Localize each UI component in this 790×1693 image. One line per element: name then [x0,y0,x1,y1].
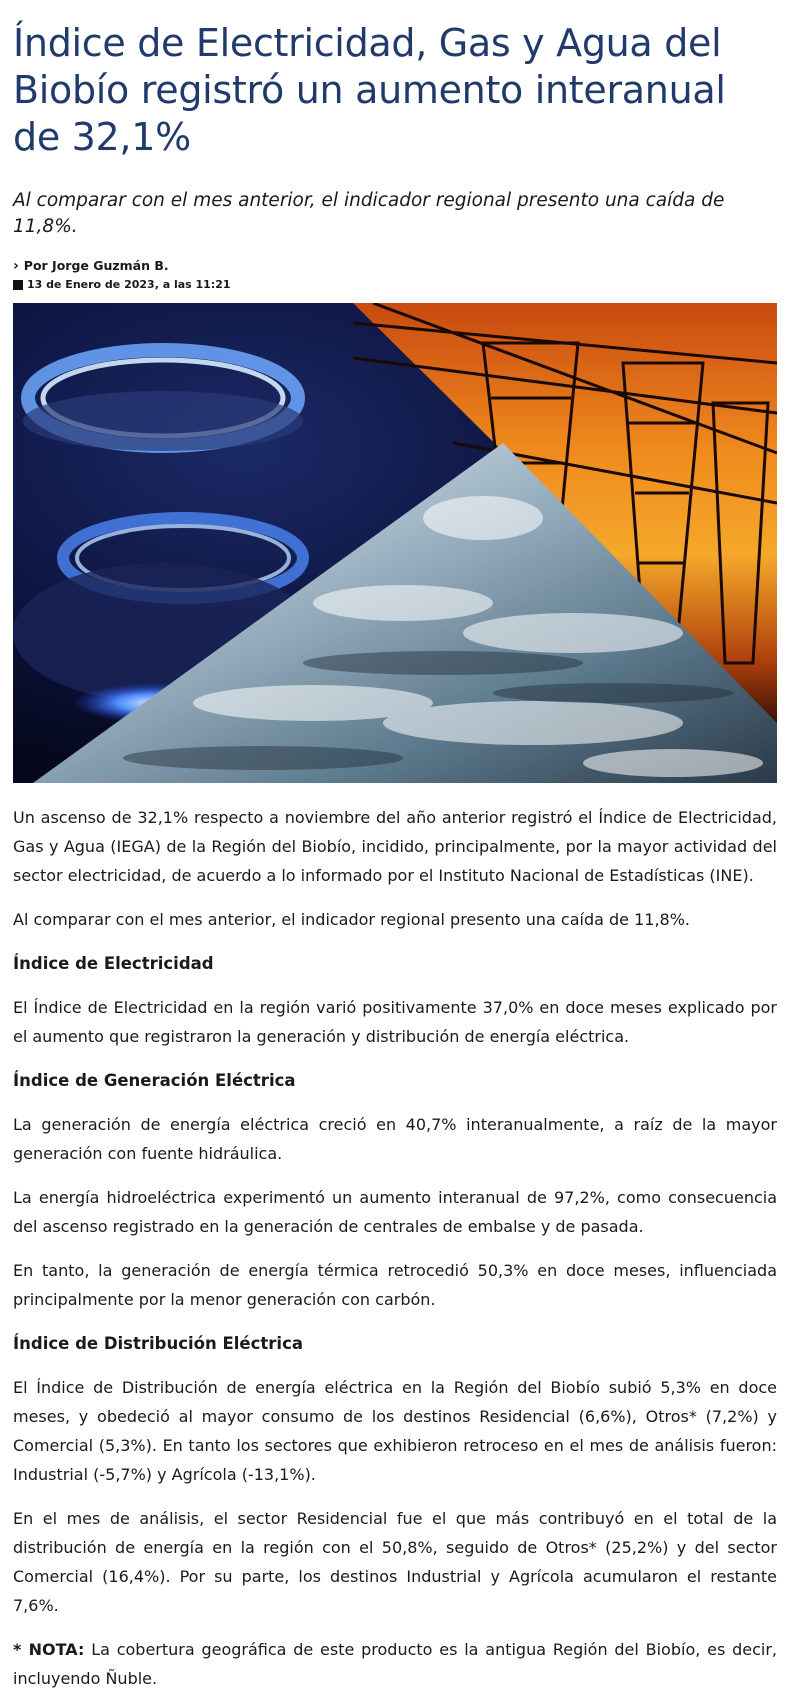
note-paragraph [13,1635,777,1693]
calendar-icon [13,280,23,290]
section-heading: Índice de Electricidad [13,954,214,973]
section-heading: Índice de Generación Eléctrica [13,1071,296,1090]
note-label: * NOTA: [13,1640,85,1659]
author-name[interactable]: Por Jorge Guzmán B. [23,258,169,273]
body-paragraph: En tanto, la generación de energía térmica retrocedió 50,3% en doce meses, influenciada principalmente por la menor generación con carbón. [13,1261,777,1309]
body-paragraph: El Índice de Electricidad en la región varió positivamente 37,0% en doce meses explicado por el aumento que registraron la generación y distribución de energía eléctrica. [13,998,777,1046]
chevron-right-icon: › [13,258,19,274]
article-title: Índice de Electricidad, Gas y Agua del Biobío registró un aumento interanual de 32,1% [13,21,726,159]
article-page [0,20,790,1693]
publish-date-text: 13 de Enero de 2023, a las 11:21 [27,278,231,291]
body-paragraph: Al comparar con el mes anterior, el indicador regional presento una caída de 11,8%. [13,910,690,929]
note-text: La cobertura geográfica de este producto es la antigua Región del Biobío, es decir, incluyendo Ñuble. [13,1640,777,1688]
hero-image [13,303,777,783]
body-paragraph: La energía hidroeléctrica experimentó un aumento interanual de 97,2%, como consecuencia del ascenso registrado en la generación de centrales de embalse y de pasada. [13,1188,777,1236]
body-paragraph: La generación de energía eléctrica creció en 40,7% interanualmente, a raíz de la mayor generación con fuente hidráulica. [13,1115,777,1163]
article-body [13,803,777,1693]
author-byline[interactable] [13,258,777,274]
article-subtitle: Al comparar con el mes anterior, el indicador regional presento una caída de 11,8%. [13,190,725,237]
section-heading: Índice de Distribución Eléctrica [13,1334,303,1353]
body-paragraph: En el mes de análisis, el sector Residencial fue el que más contribuyó en el total de la distribución de energía en la región con el 50,8%, seguido de Otros* (25,2%) y del sector Comercial (16,4%). Por su parte, los destinos Industrial y Agrícola acumularon el restante 7,6%. [13,1509,777,1615]
body-paragraph: Un ascenso de 32,1% respecto a noviembre del año anterior registró el Índice de Electricidad, Gas y Agua (IEGA) de la Región del Biobío, incidido, principalmente, por la mayor actividad del sector electricidad, de acuerdo a lo informado por el Instituto Nacional de Estadísticas (INE). [13,808,777,885]
body-paragraph: El Índice de Distribución de energía eléctrica en la Región del Biobío subió 5,3% en doce meses, y obedeció al mayor consumo de los destinos Residencial (6,6%), Otros* (7,2%) y Comercial (5,3%). En tanto los sectores que exhibieron retroceso en el mes de análisis fueron: Industrial (-5,7%) y Agrícola (-13,1%). [13,1378,777,1484]
publish-date [13,278,777,292]
